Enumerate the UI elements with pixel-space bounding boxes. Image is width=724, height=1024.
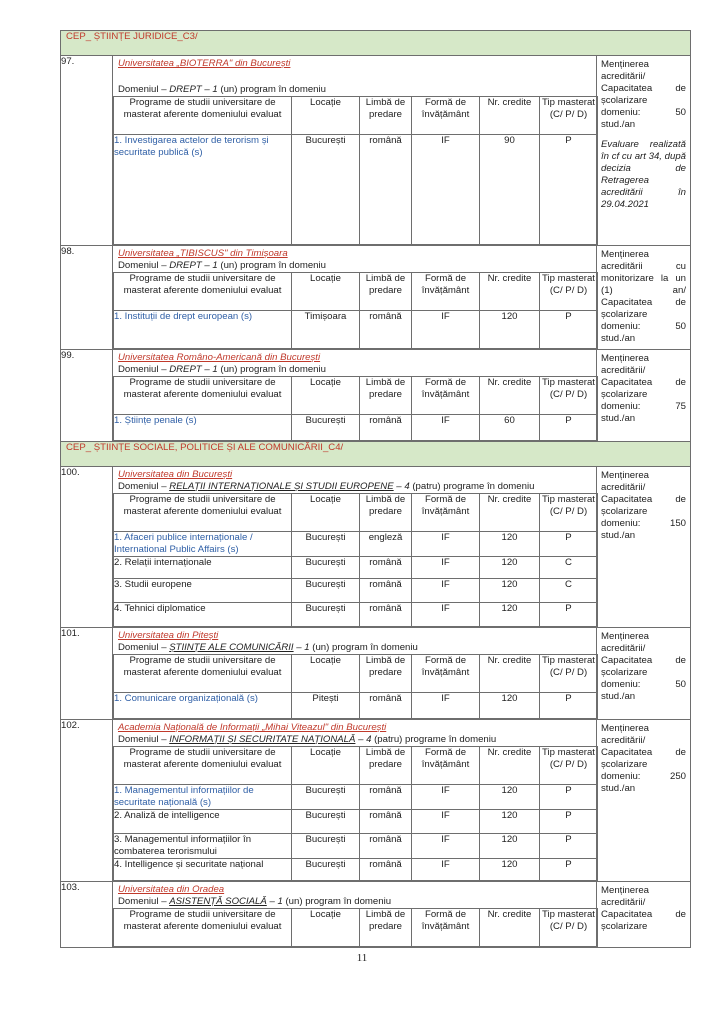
domain-program-count: 4 [404,480,410,492]
credits-column-header: Nr. credite [480,493,540,531]
entry-number: 101. [61,627,113,719]
decision-line: școlarizare [601,920,648,932]
programs-header-row [114,908,598,946]
program-form: IF [412,556,480,578]
location-column-header: Locație [292,493,360,531]
decision-line: școlarizare [601,308,648,320]
decision-line: domeniu: 75 [601,400,687,412]
decision-line: Menținerea [601,722,649,734]
decision-line: domeniu: 50 [601,678,687,690]
university-entry-row [61,881,691,947]
university-name: Universitatea „TIBISCUS" din Timișoara [118,247,288,259]
program-language: română [360,134,412,244]
university-entry-row [61,466,691,627]
accreditation-decision [597,245,691,349]
decision-line: domeniu: 250 [601,770,687,782]
domain-suffix: (un) program în domeniu [217,363,326,375]
decision-line: Menținerea [601,248,649,260]
program-location: București [292,602,360,626]
decision-line: acreditării cu [601,260,687,272]
program-location: București [292,858,360,880]
program-type: P [540,784,598,809]
program-language: română [360,414,412,440]
program-column-header: Programe de studii universitare de masterat aferente domeniului evaluat [114,746,292,784]
form-column-header: Formă de învățământ [412,746,480,784]
program-type: P [540,414,598,440]
decision-line: școlarizare [601,94,648,106]
domain-prefix: Domeniul – [118,895,170,907]
decision-line: (1) an/ [601,284,687,296]
credits-column-header: Nr. credite [480,908,540,946]
domain-line [113,364,596,376]
accreditation-decision [597,349,691,441]
decision-line: monitorizare la un [601,272,687,284]
university-name: Universitatea din București [118,468,233,480]
decision-line: Capacitatea de [601,493,687,505]
language-column-header: Limbă de predare [360,96,412,134]
evaluation-line: acreditării în [601,186,687,198]
program-column-header: Programe de studii universitare de masterat aferente domeniului evaluat [114,654,292,692]
program-credits: 120 [480,578,540,602]
program-row [114,833,598,858]
decision-line: Capacitatea de [601,376,687,388]
program-row [114,784,598,809]
programs-table [113,376,598,441]
program-language: română [360,858,412,880]
location-column-header: Locație [292,908,360,946]
credits-column-header: Nr. credite [480,376,540,414]
entry-details-cell [113,56,597,246]
domain-line [113,260,596,272]
program-row [114,134,598,244]
program-type: P [540,310,598,348]
decision-line: Capacitatea de [601,746,687,758]
credits-column-header: Nr. credite [480,746,540,784]
evaluation-line: Retragerea [601,174,649,186]
university-name: Universitatea „BIOTERRA" din București [118,58,291,69]
evaluation-line: decizia de [601,162,687,174]
program-credits: 60 [480,414,540,440]
decision-line: domeniu: 50 [601,320,687,332]
program-language: română [360,602,412,626]
program-column-header: Programe de studii universitare de masterat aferente domeniului evaluat [114,376,292,414]
domain-suffix: (un) program în domeniu [217,259,326,271]
program-row [114,602,598,626]
location-column-header: Locație [292,654,360,692]
program-type: P [540,134,598,244]
decision-line: Menținerea [601,352,649,364]
university-entry-row [61,719,691,881]
decision-line: stud./an [601,332,636,344]
domain-separator: – [355,733,367,745]
accreditation-decision [597,719,691,881]
form-column-header: Formă de învățământ [412,376,480,414]
program-location: București [292,556,360,578]
program-name: 3. Managementul informațiilor în combaterea terorismului [114,833,292,858]
program-location: București [292,414,360,440]
decision-line: Capacitatea de [601,296,687,308]
decision-line: școlarizare [601,758,648,770]
type-column-header: Tip masterat (C/ P/ D) [540,376,598,414]
type-column-header: Tip masterat (C/ P/ D) [540,493,598,531]
program-row [114,414,598,440]
decision-line: școlarizare [601,505,648,517]
decision-line: stud./an [601,782,636,794]
decision-line: stud./an [601,690,636,702]
program-column-header: Programe de studii universitare de masterat aferente domeniului evaluat [114,272,292,310]
domain-prefix: Domeniul – [118,733,170,745]
program-column-header: Programe de studii universitare de masterat aferente domeniului evaluat [114,96,292,134]
section-title: CEP_ ȘTIINȚE JURIDICE_C3/ [66,31,198,42]
program-language: română [360,833,412,858]
program-name: 3. Studii europene [114,578,292,602]
program-name: 1. Afaceri publice internaționale / International Public Affairs (s) [114,531,292,556]
domain-name: RELAȚII INTERNAȚIONALE ȘI STUDII EUROPENE [169,480,394,492]
domain-prefix: Domeniul – [118,641,170,653]
accreditation-decision [597,56,691,246]
entry-number: 103. [61,881,113,947]
location-column-header: Locație [292,96,360,134]
decision-line: Menținerea [601,630,649,642]
domain-line [113,481,596,493]
language-column-header: Limbă de predare [360,746,412,784]
program-credits: 120 [480,858,540,880]
decision-line: Menținerea [601,469,649,481]
credits-column-header: Nr. credite [480,96,540,134]
domain-suffix: (patru) programe în domeniu [409,480,535,492]
page-number: 11 [356,952,368,964]
form-column-header: Formă de învățământ [412,96,480,134]
decision-line: Menținerea [601,59,649,70]
domain-prefix: Domeniul – [118,259,170,271]
domain-suffix: (un) program în domeniu [309,641,418,653]
domain-name: ȘTIINȚE ALE COMUNICĂRII [169,641,294,653]
program-form: IF [412,602,480,626]
programs-table [113,746,598,881]
program-row [114,578,598,602]
accreditation-table [60,30,691,948]
program-form: IF [412,858,480,880]
entry-details-cell [113,881,597,947]
accreditation-decision [597,466,691,627]
accreditation-decision [597,627,691,719]
type-column-header: Tip masterat (C/ P/ D) [540,654,598,692]
decision-line: Capacitatea de [601,654,687,666]
program-type: P [540,692,598,718]
program-name: 4. Intelligence și securitate național [114,858,292,880]
decision-line: acreditării/ [601,734,646,746]
program-row [114,809,598,833]
domain-line [113,734,596,746]
program-credits: 120 [480,784,540,809]
program-language: engleză [360,531,412,556]
program-row [114,858,598,880]
programs-header-row [114,654,598,692]
domain-line [113,642,596,654]
program-column-header: Programe de studii universitare de masterat aferente domeniului evaluat [114,493,292,531]
decision-line: acreditării/ [601,70,646,82]
type-column-header: Tip masterat (C/ P/ D) [540,746,598,784]
program-location: București [292,784,360,809]
entry-details-cell [113,627,597,719]
program-language: română [360,578,412,602]
entry-number: 97. [61,56,113,246]
program-name: 1. Științe penale (s) [114,414,292,440]
program-credits: 120 [480,556,540,578]
domain-separator: – [201,363,213,375]
language-column-header: Limbă de predare [360,908,412,946]
domain-prefix: Domeniul – [118,480,170,492]
decision-line: domeniu: 150 [601,517,687,529]
program-form: IF [412,134,480,244]
program-form: IF [412,809,480,833]
decision-line: Capacitatea de [601,82,687,94]
program-location: București [292,809,360,833]
language-column-header: Limbă de predare [360,493,412,531]
program-form: IF [412,692,480,718]
language-column-header: Limbă de predare [360,376,412,414]
program-row [114,531,598,556]
program-type: C [540,578,598,602]
location-column-header: Locație [292,272,360,310]
decision-line: stud./an [601,412,636,424]
domain-suffix: (patru) programe în domeniu [371,733,497,745]
domain-line [113,70,596,96]
entry-number: 102. [61,719,113,881]
program-name: 2. Relații internaționale [114,556,292,578]
program-form: IF [412,414,480,440]
programs-header-row [114,493,598,531]
entry-number: 99. [61,349,113,441]
decision-line: Capacitatea de [601,908,687,920]
programs-header-row [114,272,598,310]
program-row [114,692,598,718]
domain-name: ASISTENȚĂ SOCIALĂ [169,895,267,907]
decision-line: acreditării/ [601,481,646,493]
decision-line: stud./an [601,529,636,541]
entry-details-cell [113,349,597,441]
program-language: română [360,809,412,833]
program-language: română [360,556,412,578]
program-location: București [292,134,360,244]
programs-table [113,96,598,245]
program-type: P [540,602,598,626]
program-credits: 120 [480,310,540,348]
section-header-cell [61,441,691,466]
entry-details-cell [113,719,597,881]
program-name: 1. Comunicare organizațională (s) [114,692,292,718]
location-column-header: Locație [292,376,360,414]
university-name: Universitatea din Pitești [118,629,219,641]
program-credits: 120 [480,602,540,626]
decision-line: acreditării/ [601,642,646,654]
program-location: București [292,833,360,858]
domain-suffix: (un) program în domeniu [282,895,392,907]
decision-line: acreditării/ [601,364,646,376]
form-column-header: Formă de învățământ [412,908,480,946]
decision-line: stud./an [601,118,636,130]
program-type: C [540,556,598,578]
entry-number: 98. [61,245,113,349]
type-column-header: Tip masterat (C/ P/ D) [540,96,598,134]
program-name: 4. Tehnici diplomatice [114,602,292,626]
type-column-header: Tip masterat (C/ P/ D) [540,908,598,946]
section-header-row [61,441,691,466]
section-header-row [61,31,691,56]
domain-name: DREPT [169,259,202,271]
evaluation-line: în cf cu art 34, după [601,150,687,162]
location-column-header: Locație [292,746,360,784]
university-entry-row [61,56,691,246]
decision-line: Menținerea [601,884,649,896]
form-column-header: Formă de învățământ [412,272,480,310]
program-credits: 90 [480,134,540,244]
programs-table [113,272,598,349]
program-form: IF [412,784,480,809]
program-credits: 120 [480,809,540,833]
program-type: P [540,858,598,880]
credits-column-header: Nr. credite [480,272,540,310]
type-column-header: Tip masterat (C/ P/ D) [540,272,598,310]
section-header-cell [61,31,691,56]
program-form: IF [412,531,480,556]
credits-column-header: Nr. credite [480,654,540,692]
decision-line: școlarizare [601,388,648,400]
decision-line: domeniu: 50 [601,106,687,118]
evaluation-note [601,139,686,211]
decision-line: acreditării/ [601,896,646,908]
domain-suffix: (un) program în domeniu [217,83,326,95]
program-type: P [540,531,598,556]
programs-header-row [114,746,598,784]
domain-separator: – [393,480,405,492]
domain-name: INFORMAȚII ȘI SECURITATE NAȚIONALĂ [169,733,356,745]
university-name: Academia Națională de Informații „Mihai Viteazul" din București [118,721,387,733]
university-name: Universitatea Româno-Americană din București [118,351,321,363]
accreditation-decision [597,881,691,947]
program-row [114,310,598,348]
program-name: 1. Investigarea actelor de terorism și securitate publică (s) [114,134,292,244]
program-form: IF [412,310,480,348]
entry-details-cell [113,245,597,349]
form-column-header: Formă de învățământ [412,654,480,692]
program-type: P [540,809,598,833]
program-language: română [360,692,412,718]
programs-table [113,908,598,947]
entry-number: 100. [61,466,113,627]
domain-prefix: Domeniul – [118,83,170,95]
program-credits: 120 [480,531,540,556]
form-column-header: Formă de învățământ [412,493,480,531]
program-credits: 120 [480,833,540,858]
university-entry-row [61,627,691,719]
domain-program-count: 1 [212,259,218,271]
program-form: IF [412,578,480,602]
program-location: București [292,578,360,602]
domain-program-count: 4 [366,733,372,745]
domain-program-count: 1 [212,83,218,95]
language-column-header: Limbă de predare [360,272,412,310]
domain-separator: – [201,259,213,271]
program-row [114,556,598,578]
program-location: București [292,531,360,556]
domain-line [113,896,596,908]
program-column-header: Programe de studii universitare de masterat aferente domeniului evaluat [114,908,292,946]
programs-header-row [114,376,598,414]
evaluation-line: Evaluare realizată [601,138,687,150]
domain-program-count: 1 [212,363,218,375]
program-language: română [360,310,412,348]
domain-separator: – [266,895,278,907]
domain-prefix: Domeniul – [118,363,170,375]
program-name: 1. Managementul informațiilor de securitate națională (s) [114,784,292,809]
university-entry-row [61,245,691,349]
program-type: P [540,833,598,858]
domain-name: DREPT [169,83,202,95]
program-name: 1. Instituții de drept european (s) [114,310,292,348]
program-language: română [360,784,412,809]
language-column-header: Limbă de predare [360,654,412,692]
section-title: CEP_ ȘTIINȚE SOCIALE, POLITICE ȘI ALE COMUNICĂRII_C4/ [66,441,344,453]
domain-separator: – [201,83,213,95]
decision-line: școlarizare [601,666,648,678]
evaluation-line: 29.04.2021 [601,198,650,210]
program-location: Pitești [292,692,360,718]
program-name: 2. Analiză de intelligence [114,809,292,833]
programs-table [113,654,598,719]
program-form: IF [412,833,480,858]
program-location: Timișoara [292,310,360,348]
domain-name: DREPT [169,363,202,375]
programs-table [113,493,598,627]
domain-program-count: 1 [304,641,310,653]
university-name: Universitatea din Oradea [118,883,225,895]
domain-program-count: 1 [277,895,283,907]
domain-separator: – [293,641,305,653]
programs-header-row [114,96,598,134]
entry-details-cell [113,466,597,627]
program-credits: 120 [480,692,540,718]
university-entry-row [61,349,691,441]
